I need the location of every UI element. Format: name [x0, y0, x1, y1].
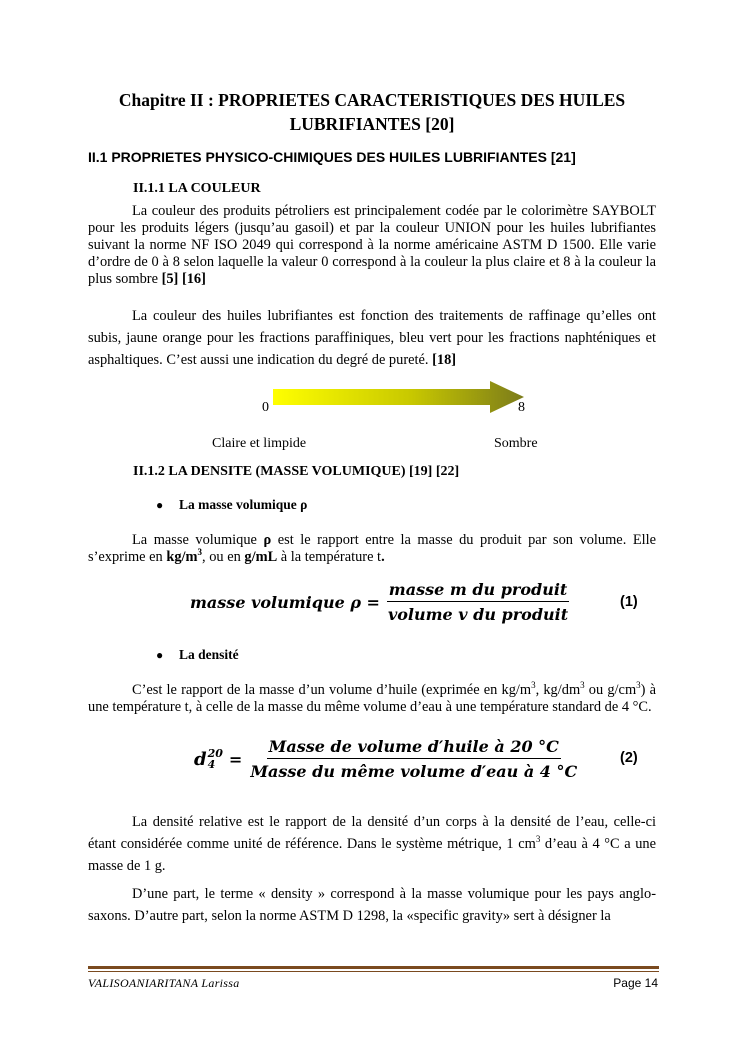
scale-start-label: Claire et limpide: [212, 436, 307, 451]
equation-1-denominator: volume v du produit: [387, 605, 569, 624]
densite-relative-paragraph: La densité relative est le rapport de la densité d’un corps à la densité de l’eau, celle-ci étant considérée comme unité de référence. Dans le système métrique, 1 $cm^3$ d’eau à 4 °C a une masse de 1 g.: [88, 814, 656, 874]
scale-end-label: Sombre: [494, 436, 538, 451]
equation-2-lhs: d 20 4 =: [194, 747, 243, 771]
bullet-densite: La densité: [179, 647, 239, 662]
equation-1-number: (1): [620, 594, 638, 610]
equation-1-fraction: [386, 580, 570, 624]
equation-2-numerator: Masse de volume d′huile à 20 °C: [267, 737, 561, 759]
scale-end-value: 8: [518, 400, 525, 415]
page-number: Page 14: [613, 976, 658, 990]
color-scale-arrow: [270, 380, 525, 416]
equation-2: [194, 737, 579, 781]
density-paragraph: D’une part, le terme « density » correspond à la masse volumique pour les pays anglo-saxons. D’autre part, selon la norme ASTM D 1298, la «specific gravity» sert à désigner la: [88, 886, 656, 924]
chapter-title: Chapitre II : PROPRIETES CARACTERISTIQUES DES HUILES LUBRIFIANTES [20]: [118, 90, 626, 134]
scale-start-value: 0: [262, 400, 269, 415]
equation-1: [190, 580, 570, 624]
subsection-heading-couleur: II.1.1 LA COULEUR: [133, 181, 261, 196]
masse-volumique-paragraph: La masse volumique ρ est le rapport entre la masse du produit par son volume. Elle s’exprime en $kg/m^3$, ou en g/mL à la température t.: [88, 532, 656, 565]
equation-2-number: (2): [620, 750, 638, 766]
equation-1-lhs: masse volumique ρ =: [190, 592, 380, 612]
bullet-marker: ●: [156, 498, 164, 512]
bullet-masse-volumique: La masse volumique ρ: [179, 497, 308, 512]
couleur-paragraph-2: La couleur des huiles lubrifiantes est fonction des traitements de raffinage qu’elles ont subis, jaune orange pour les fractions paraffiniques, bleu vert pour les fractions naphténiques et asphaltiques. C’est aussi une indication du degré de pureté. [18]: [88, 308, 656, 368]
couleur-paragraph-1: La couleur des produits pétroliers est principalement codée par le colorimètre SAYBOLT pour les produits légers (jusqu’au gasoil) et par la couleur UNION pour les huiles lubrifiantes suivant la norme NF ISO 2049 qui correspond à la norme américaine ASTM D 1500. Elle varie d’ordre de 0 à 8 selon laquelle la valeur 0 correspond à la couleur la plus claire et 8 à la couleur la plus sombre [5] [16]: [88, 203, 656, 287]
equation-2-denominator: Masse du même volume d′eau à 4 °C: [250, 762, 578, 781]
equation-1-numerator: masse m du produit: [387, 580, 570, 602]
densite-paragraph: C’est le rapport de la masse d’un volume d’huile (exprimée en $kg/m^3$, $kg/dm^3$ ou $g/cm^3$) à une température t, à celle de la masse du même volume d’eau à une température standard de 4 °C.: [88, 680, 656, 715]
equation-2-fraction: [248, 737, 579, 781]
section-heading: II.1 PROPRIETES PHYSICO-CHIMIQUES DES HUILES LUBRIFIANTES [21]: [88, 149, 576, 165]
subsection-heading-densite: II.1.2 LA DENSITE (MASSE VOLUMIQUE) [19] [22]: [133, 464, 460, 479]
footer-rule: [88, 966, 659, 969]
footer-author: VALISOANIARITANA Larissa: [88, 976, 240, 990]
footer-rule-thin: [88, 971, 659, 972]
bullet-marker: ●: [156, 648, 164, 662]
